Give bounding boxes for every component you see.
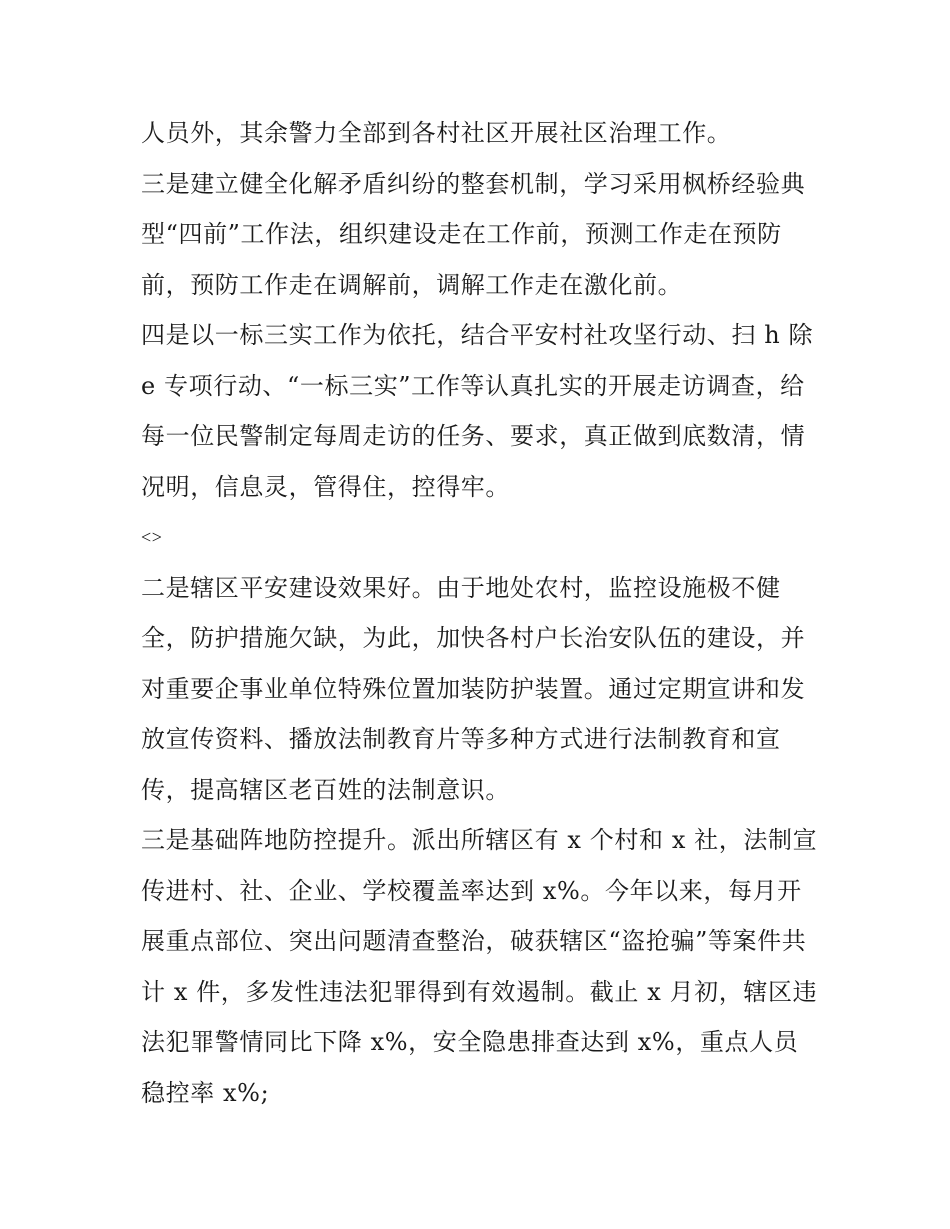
text-line: 二是辖区平安建设效果好。由于地处农村，监控设施极不健 — [141, 573, 781, 602]
text-line: 三是基础阵地防控提升。派出所辖区有 x 个村和 x 社，法制宣 — [141, 826, 818, 854]
text-line: 四是以一标三实工作为依托，结合平安村社攻坚行动、扫 h 除 — [141, 321, 814, 349]
text-line: 传，提高辖区老百姓的法制意识。 — [141, 775, 510, 804]
text-line: 展重点部位、突出问题清查整治，破获辖区“盗抢骗”等案件共 — [141, 927, 807, 955]
text-line: 前，预防工作走在调解前，调解工作走在激化前。 — [141, 270, 683, 299]
text-line: 全，防护措施欠缺，为此，加快各村户长治安队伍的建设，并 — [141, 624, 806, 652]
text-line: 人员外，其余警力全部到各村社区开展社区治理工作。 — [141, 119, 732, 147]
text-line: 法犯罪警情同比下降 x%，安全隐患排查达到 x%，重点人员 — [141, 1028, 799, 1056]
placeholder-marker: <> — [141, 527, 163, 547]
text-line: 每一位民警制定每周走访的任务、要求，真正做到底数清，情 — [141, 422, 806, 450]
text-line: e 专项行动、“一标三实”工作等认真扎实的开展走访调查，给 — [141, 371, 805, 400]
text-line: 放宣传资料、播放法制教育片等多种方式进行法制教育和宣 — [141, 725, 781, 753]
text-line: 况明，信息灵，管得住，控得牢。 — [141, 472, 510, 501]
text-line: 稳控率 x%; — [141, 1078, 270, 1107]
text-line: 传进村、社、企业、学校覆盖率达到 x%。今年以来，每月开 — [141, 876, 802, 905]
text-line: 三是建立健全化解矛盾纠纷的整套机制，学习采用枫桥经验典 — [141, 169, 806, 198]
document-body — [141, 108, 818, 1118]
text-line: 对重要企事业单位特殊位置加装防护装置。通过定期宣讲和发 — [141, 674, 806, 703]
text-line: 计 x 件，多发性违法犯罪得到有效遏制。截止 x 月初，辖区违 — [141, 977, 818, 1006]
text-line: 型“四前”工作法，组织建设走在工作前，预测工作走在预防 — [141, 220, 782, 248]
